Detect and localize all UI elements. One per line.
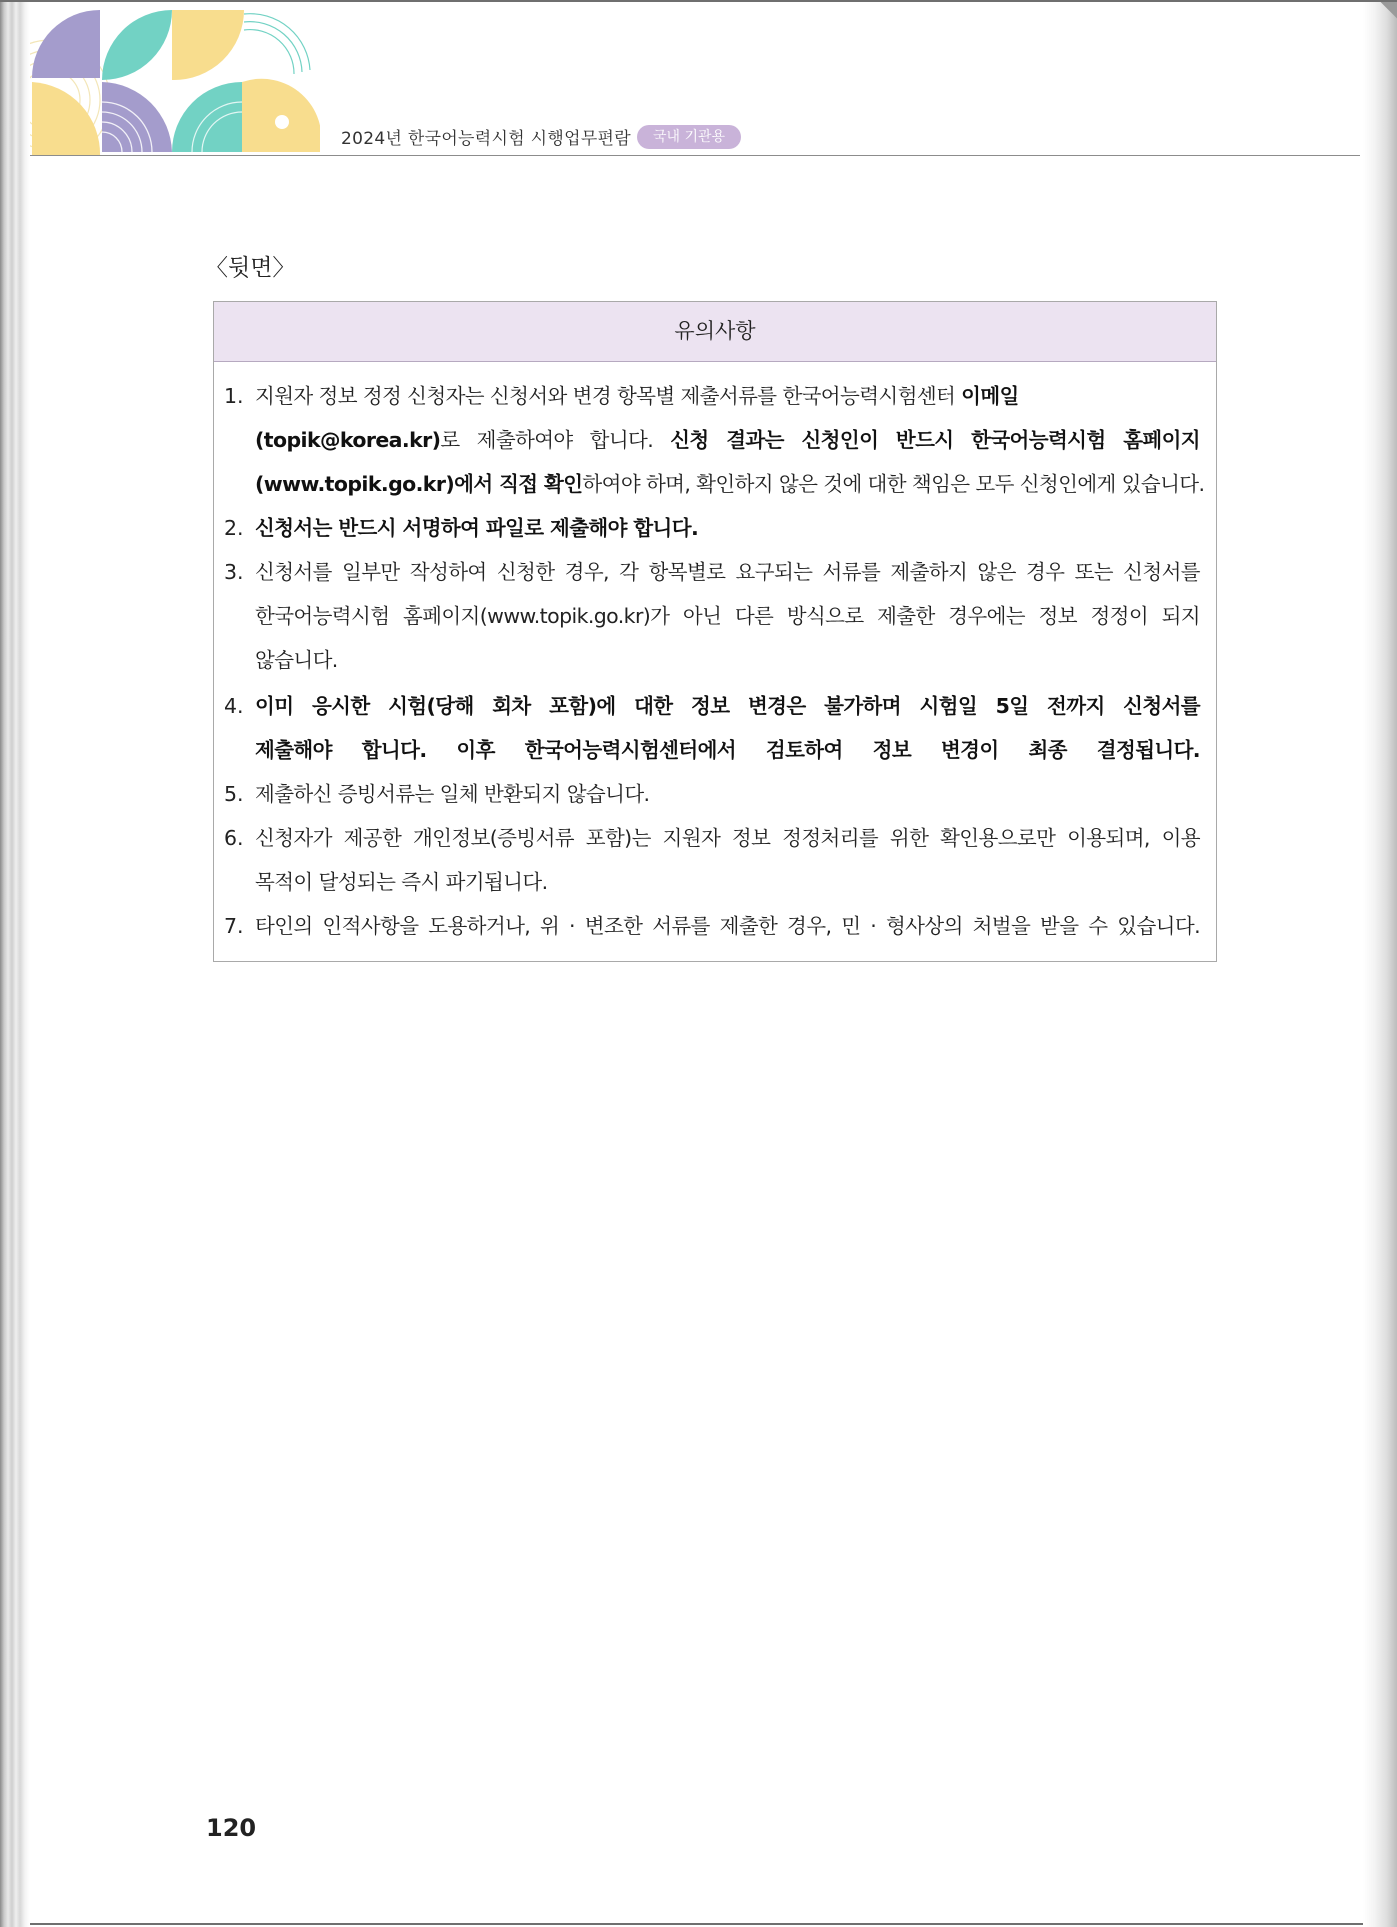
page-number: 120 bbox=[206, 1814, 257, 1842]
notice-item-number: 6. bbox=[224, 826, 244, 850]
notice-item-line bbox=[255, 912, 1200, 940]
text: 신청서를 일부만 작성하여 신청한 경우, 각 항목별로 요구되는 서류를 제출하지 않은 경우 또는 신청서를 bbox=[255, 560, 1200, 584]
text: 않습니다. bbox=[255, 648, 338, 672]
bold-text: 이미 응시한 시험(당해 회차 포함)에 대한 정보 변경은 불가하며 시험일 5일 전까지 신청서를 bbox=[255, 694, 1200, 718]
text: 지원자 정보 정정 신청자는 신청서와 변경 항목별 제출서류를 한국어능력시험센터 bbox=[255, 384, 962, 408]
notice-heading: 유의사항 bbox=[214, 302, 1216, 362]
notice-item-line bbox=[255, 602, 1200, 630]
notice-item-line bbox=[255, 382, 1019, 410]
notice-box bbox=[213, 301, 1217, 962]
back-side-label: 〈뒷면〉 bbox=[205, 255, 296, 281]
notice-item-line bbox=[255, 514, 698, 542]
notice-item-line bbox=[255, 780, 649, 808]
notice-item-number: 3. bbox=[224, 560, 244, 584]
notice-item-number: 5. bbox=[224, 782, 244, 806]
decorative-header-graphic bbox=[30, 10, 320, 156]
book-spine bbox=[0, 2, 30, 1927]
notice-item-line bbox=[255, 646, 338, 674]
notice-item-line bbox=[255, 692, 1200, 720]
notice-item-number: 7. bbox=[224, 914, 244, 938]
text: 목적이 달성되는 즉시 파기됩니다. bbox=[255, 870, 548, 894]
notice-item-number: 2. bbox=[224, 516, 244, 540]
header-divider bbox=[30, 155, 1360, 156]
notice-item-line bbox=[255, 426, 1200, 454]
bold-text: 신청 결과는 신청인이 반드시 한국어능력시험 홈페이지 bbox=[670, 428, 1200, 452]
text: 타인의 인적사항을 도용하거나, 위 · 변조한 서류를 제출한 경우, 민 · 형사상의 처벌을 받을 수 있습니다. bbox=[255, 914, 1200, 938]
text: 하여야 하며, 확인하지 않은 것에 대한 책임은 모두 신청인에게 있습니다. bbox=[582, 472, 1205, 496]
text: 신청자가 제공한 개인정보(증빙서류 포함)는 지원자 정보 정정처리를 위한 확인용으로만 이용되며, 이용 bbox=[255, 826, 1200, 850]
text: 로 제출하여야 합니다. bbox=[440, 428, 671, 452]
bold-text: 신청서는 반드시 서명하여 파일로 제출해야 합니다. bbox=[255, 516, 699, 540]
notice-item-number: 4. bbox=[224, 694, 244, 718]
notice-item-line bbox=[255, 824, 1200, 852]
page-edge-shadow bbox=[1363, 2, 1397, 1927]
bold-text: (www.topik.go.kr)에서 직접 확인 bbox=[255, 472, 583, 496]
text: 제출하신 증빙서류는 일체 반환되지 않습니다. bbox=[255, 782, 650, 806]
header-badge: 국내 기관용 bbox=[637, 125, 741, 149]
page-corner-fold bbox=[1357, 2, 1397, 42]
text: 한국어능력시험 홈페이지(www.topik.go.kr)가 아닌 다른 방식으로 제출한 경우에는 정보 정정이 되지 bbox=[255, 604, 1200, 628]
bold-text: 제출해야 합니다. 이후 한국어능력시험센터에서 검토하여 정보 변경이 최종 결정됩니다. bbox=[255, 738, 1200, 762]
bold-text: (topik@korea.kr) bbox=[255, 428, 441, 452]
notice-item-line bbox=[255, 868, 548, 896]
notice-item-line bbox=[255, 470, 1205, 498]
header-title: 2024년 한국어능력시험 시행업무편람 bbox=[341, 129, 631, 149]
notice-item-line bbox=[255, 736, 1200, 764]
notice-item-line bbox=[255, 558, 1200, 586]
bold-text: 이메일 bbox=[961, 384, 1019, 408]
notice-item-number: 1. bbox=[224, 384, 244, 408]
